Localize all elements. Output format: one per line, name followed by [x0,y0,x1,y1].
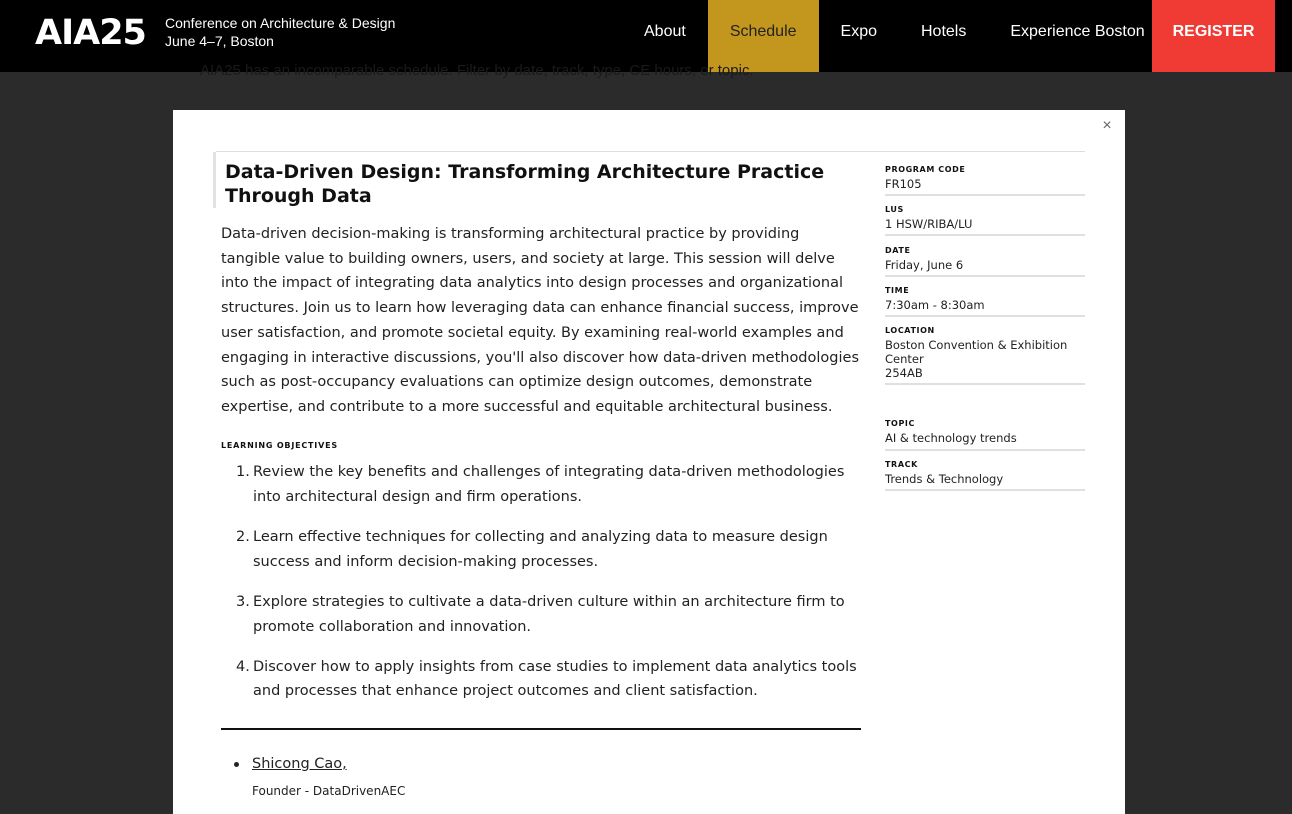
title-accent-bar [213,152,216,208]
detail-divider [885,275,1085,277]
speakers-divider [221,728,861,730]
aia25-logo[interactable]: AIA25 [35,13,146,53]
location-line-1: Boston Convention & Exhibition [885,338,1068,352]
background-schedule-intro: AIA25 has an incomparable schedule. Filter by date, track, type, CE hours, or topic. [200,62,754,79]
modal-top-divider [216,151,1085,152]
learning-objectives-list [236,460,861,720]
track-label: TRACK [885,460,918,469]
objective-text: Explore strategies to cultivate a data-driven culture within an architecture firm to promote collaboration and innovation. [253,593,845,635]
location-line-3: 254AB [885,366,923,380]
nav-schedule[interactable]: Schedule [708,0,819,72]
program-code-label: PROGRAM CODE [885,165,966,174]
session-title: Data-Driven Design: Transforming Architecture Practice Through Data [225,161,825,207]
lus-label: LUS [885,205,904,214]
tagline-line-1: Conference on Architecture & Design [165,15,396,31]
objective-number: 4. [236,658,250,675]
objective-item [236,525,861,574]
bullet-icon [234,762,239,767]
objective-item [236,590,861,639]
detail-divider [885,449,1085,451]
objective-text: Discover how to apply insights from case studies to implement data analytics tools and processes that enhance project outcomes and client satisfaction. [253,658,857,700]
learning-objectives-heading: LEARNING OBJECTIVES [221,441,338,450]
detail-divider [885,383,1085,385]
speaker-name-link[interactable]: Shicong Cao, [252,756,347,772]
nav-expo[interactable]: Expo [840,23,877,40]
date-value: Friday, June 6 [885,258,964,272]
location-value [885,338,1085,380]
close-icon[interactable]: × [1102,117,1112,134]
nav-hotels[interactable]: Hotels [921,23,967,40]
nav-experience-boston[interactable]: Experience Boston [1010,23,1145,40]
session-description: Data-driven decision-making is transforming architectural practice by providing tangible value to building owners, users, and society at large. This session will delve into the impact of integrating data analytics into design processes and organizational structures. Join us to learn how leveraging data can enhance financial success, improve user satisfaction, and promote societal equity. By examining real-world examples and engaging in interactive discussions, you'll also discover how data-driven methodologies such as post-occupancy evaluations can optimize design outcomes, demonstrate expertise, and contribute to a more successful and equitable architectural business. [221,226,859,415]
objective-number: 1. [236,464,250,480]
nav-about[interactable]: About [644,23,686,40]
objective-item [236,655,861,704]
objective-number: 2. [236,528,250,545]
topic-label: TOPIC [885,419,915,428]
register-button[interactable]: REGISTER [1152,0,1275,72]
time-value: 7:30am - 8:30am [885,298,985,312]
topic-value: AI & technology trends [885,431,1017,445]
objective-item [236,460,861,509]
location-label: LOCATION [885,326,935,335]
objective-number: 3. [236,593,250,610]
lus-value: 1 HSW/RIBA/LU [885,217,973,231]
time-label: TIME [885,286,910,295]
location-line-2: Center [885,352,924,366]
track-value: Trends & Technology [885,472,1004,486]
objective-text: Learn effective techniques for collecting and analyzing data to measure design success and inform decision-making processes. [253,528,828,570]
date-label: DATE [885,246,911,255]
objective-text: Review the key benefits and challenges of integrating data-driven methodologies into architectural design and firm operations. [253,464,845,505]
detail-divider [885,489,1085,491]
detail-divider [885,315,1085,317]
conference-tagline [165,14,395,50]
speaker-role: Founder - DataDrivenAEC [252,784,406,798]
detail-divider [885,234,1085,236]
program-code-value: FR105 [885,177,922,191]
tagline-line-2: June 4–7, Boston [165,33,274,49]
detail-divider [885,194,1085,196]
